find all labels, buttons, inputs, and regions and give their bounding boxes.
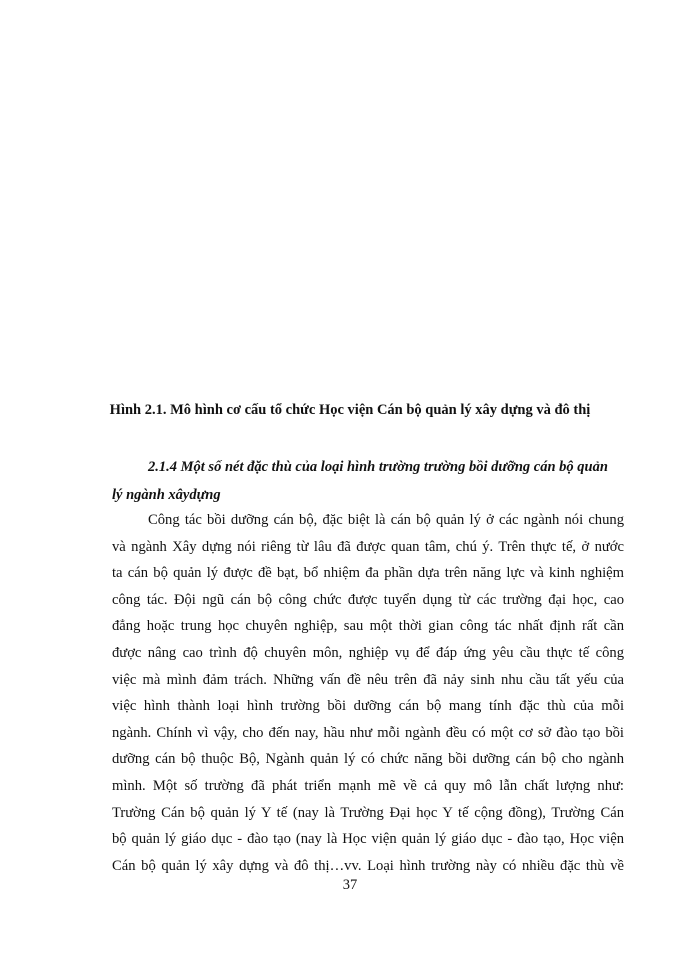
section-heading-line-1: 2.1.4 Một số nét đặc thù của loại hình trường trường bồi dưỡng cán bộ quản <box>148 459 608 475</box>
paragraph-line: mình. Một số trường đã phát triển mạnh mẽ về cả quy mô lẫn chất lượng như: <box>112 777 624 794</box>
paragraph-line: ngành. Chính vì vậy, cho đến nay, hầu như mỗi ngành đều có một cơ sở đào tạo bồi <box>112 724 624 741</box>
section-heading-line-2: lý ngành xâydựng <box>112 487 221 503</box>
paragraph-line: ta cán bộ quản lý được đề bạt, bổ nhiệm đa phần dựa trên năng lực và kinh nghiệm <box>112 565 624 582</box>
page-number: 37 <box>342 877 358 893</box>
paragraph-line: Trường Cán bộ quản lý Y tế (nay là Trường Đại học Y tế cộng đồng), Trường Cán <box>112 804 624 821</box>
paragraph-line: việc hình thành loại hình trường bồi dưỡng cán bộ mang tính đặc thù của mỗi <box>112 698 624 715</box>
paragraph-line: Cán bộ quản lý xây dựng và đô thị…vv. Loại hình trường này có nhiều đặc thù về <box>112 857 624 874</box>
figure-caption: Hình 2.1. Mô hình cơ cấu tổ chức Học viện Cán bộ quản lý xây dựng và đô thị <box>109 402 591 418</box>
paragraph-line: dưỡng cán bộ thuộc Bộ, Ngành quản lý có chức năng bồi dưỡng cán bộ cho ngành <box>112 751 624 768</box>
paragraph-line: công tác. Đội ngũ cán bộ công chức được tuyển dụng từ các trường đại học, cao <box>112 591 624 608</box>
body-paragraph <box>112 507 624 879</box>
paragraph-line: việc mà mình đảm trách. Những vấn đề nêu trên đã nảy sinh nhu cầu tất yếu của <box>112 671 624 688</box>
paragraph-line: bộ quản lý giáo dục - đào tạo (nay là Học viện quản lý giáo dục - đào tạo, Học viện <box>112 831 624 848</box>
paragraph-line: và ngành Xây dựng nói riêng từ lâu đã được quan tâm, chú ý. Trên thực tế, ở nước <box>112 538 624 555</box>
paragraph-line: Công tác bồi dưỡng cán bộ, đặc biệt là cán bộ quản lý ở các ngành nói chung <box>148 512 624 528</box>
paragraph-line: đẳng hoặc trung học chuyên nghiệp, sau một thời gian công tác nhất định rất cần <box>112 618 624 635</box>
section-heading <box>112 453 622 509</box>
paragraph-line: được nâng cao trình độ chuyên môn, nghiệp vụ để đáp ứng yêu cầu thực tế công <box>112 644 624 661</box>
